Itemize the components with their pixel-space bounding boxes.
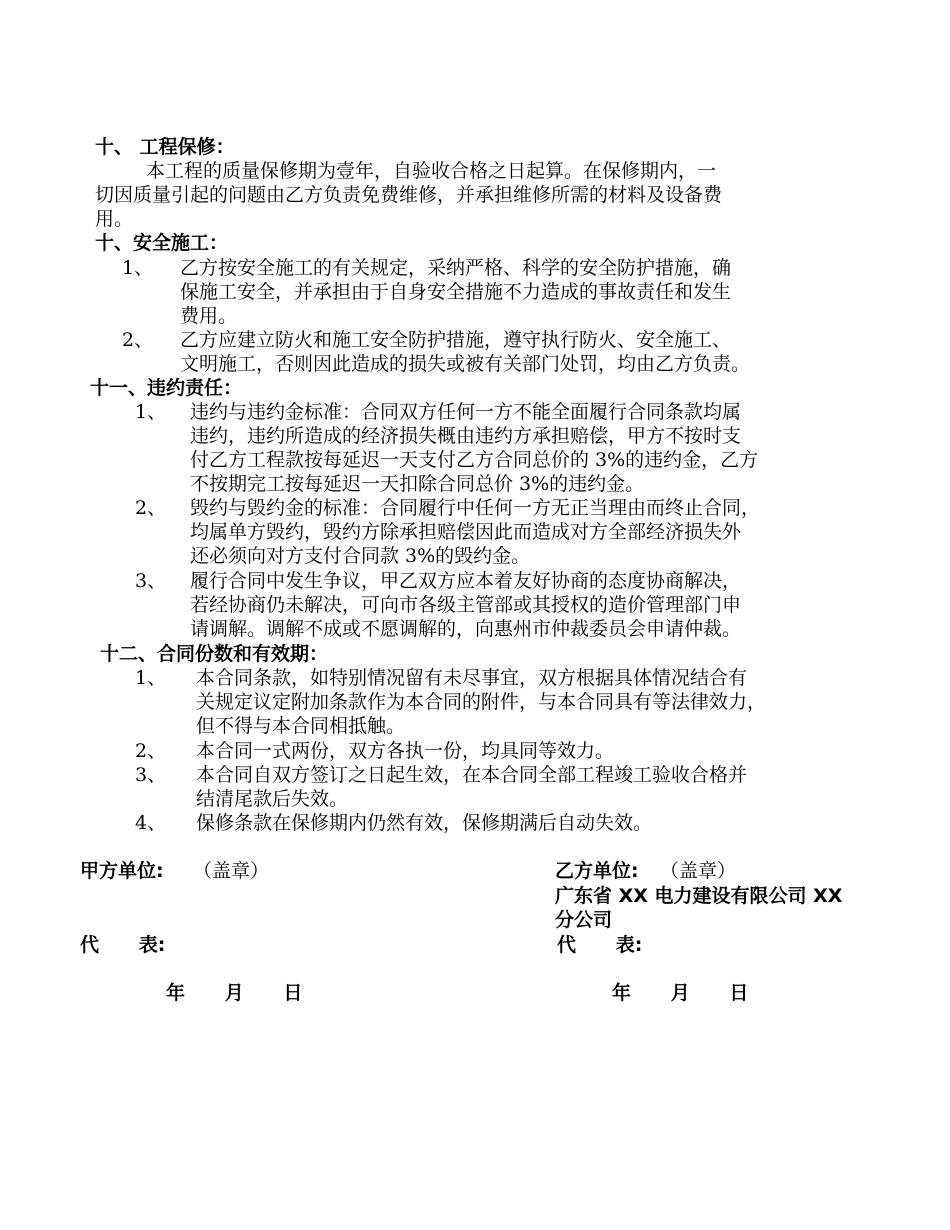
section-heading-warranty: 十、 工程保修：	[95, 136, 235, 158]
list-item-line: 结清尾款后失效。	[196, 788, 349, 810]
section-heading-breach: 十一、违约责任：	[90, 377, 243, 399]
list-item-line: 本合同一式两份，双方各执一份，均具同等效力。	[196, 740, 615, 762]
list-number: 4、	[135, 812, 167, 834]
list-item-line: 付乙方工程款按每延迟一天支付乙方合同总价的 3%的违约金，乙方	[190, 449, 759, 471]
list-number: 1、	[122, 257, 154, 279]
list-item-line: 毁约与毁约金的标准：合同履行中任何一方无正当理由而终止合同，	[190, 497, 761, 519]
party-b-company-name: 广东省 XX 电力建设有限公司 XX	[555, 885, 843, 907]
list-item-line: 乙方应建立防火和施工安全防护措施，遵守执行防火、安全施工、	[180, 329, 732, 351]
list-item-line: 本合同条款，如特别情况留有未尽事宜，双方根据具体情况结合有	[196, 667, 748, 689]
list-number: 1、	[135, 401, 167, 423]
list-item-line: 关规定议定附加条款作为本合同的附件，与本合同具有等法律效力，	[196, 691, 767, 713]
list-item-line: 保施工安全，并承担由于自身安全措施不力造成的事故责任和发生	[180, 281, 732, 303]
list-item-line: 文明施工，否则因此造成的损失或被有关部门处罚，均由乙方负责。	[180, 353, 751, 375]
list-number: 2、	[122, 329, 154, 351]
list-item-line: 还必须向对方支付合同款 3%的毁约金。	[190, 545, 531, 567]
list-item-line: 费用。	[180, 305, 238, 327]
list-number: 2、	[135, 740, 167, 762]
list-item-line: 违约与违约金标准：合同双方任何一方不能全面履行合同条款均属	[190, 401, 742, 423]
list-number: 3、	[135, 570, 167, 592]
list-item-line: 不按期完工按每延迟一天扣除合同总价 3%的违约金。	[190, 473, 645, 495]
list-number: 1、	[135, 667, 167, 689]
paragraph-line: 本工程的质量保修期为壹年，自验收合格之日起算。在保修期内，一	[146, 160, 717, 182]
section-heading-safety: 十、安全施工：	[95, 232, 229, 254]
party-a-label: 甲方单位:	[80, 860, 164, 882]
party-a-seal: （盖章）	[193, 860, 270, 882]
party-b-date: 年 月 日	[612, 982, 749, 1004]
paragraph-line: 切因质量引起的问题由乙方负责免费维修，并承担维修所需的材料及设备费	[95, 184, 723, 206]
list-item-line: 均属单方毁约，毁约方除承担赔偿因此而造成对方全部经济损失外	[190, 521, 742, 543]
list-item-line: 本合同自双方签订之日起生效，在本合同全部工程竣工验收合格并	[196, 764, 748, 786]
party-b-representative-label: 代 表:	[557, 934, 643, 956]
party-a-date: 年 月 日	[166, 982, 303, 1004]
list-item-line: 若经协商仍未解决，可向市各级主管部或其授权的造价管理部门申	[190, 594, 742, 616]
list-item-line: 请调解。调解不成或不愿调解的，向惠州市仲裁委员会申请仲裁。	[190, 618, 742, 640]
section-heading-validity: 十二、合同份数和有效期：	[100, 643, 329, 665]
list-number: 2、	[135, 497, 167, 519]
list-number: 3、	[135, 764, 167, 786]
party-a-representative-label: 代 表:	[80, 934, 166, 956]
party-b-seal: （盖章）	[660, 860, 737, 882]
list-item-line: 但不得与本合同相抵触。	[196, 715, 406, 737]
paragraph-line: 用。	[95, 208, 134, 230]
party-b-company-name-cont: 分公司	[555, 909, 613, 931]
list-item-line: 履行合同中发生争议，甲乙双方应本着友好协商的态度协商解决，	[190, 570, 742, 592]
list-item-line: 乙方按安全施工的有关规定，采纳严格、科学的安全防护措施，确	[180, 257, 732, 279]
list-item-line: 保修条款在保修期内仍然有效，保修期满后自动失效。	[196, 812, 653, 834]
list-item-line: 违约，违约所造成的经济损失概由违约方承担赔偿，甲方不按时支	[190, 425, 742, 447]
party-b-label: 乙方单位:	[555, 860, 639, 882]
